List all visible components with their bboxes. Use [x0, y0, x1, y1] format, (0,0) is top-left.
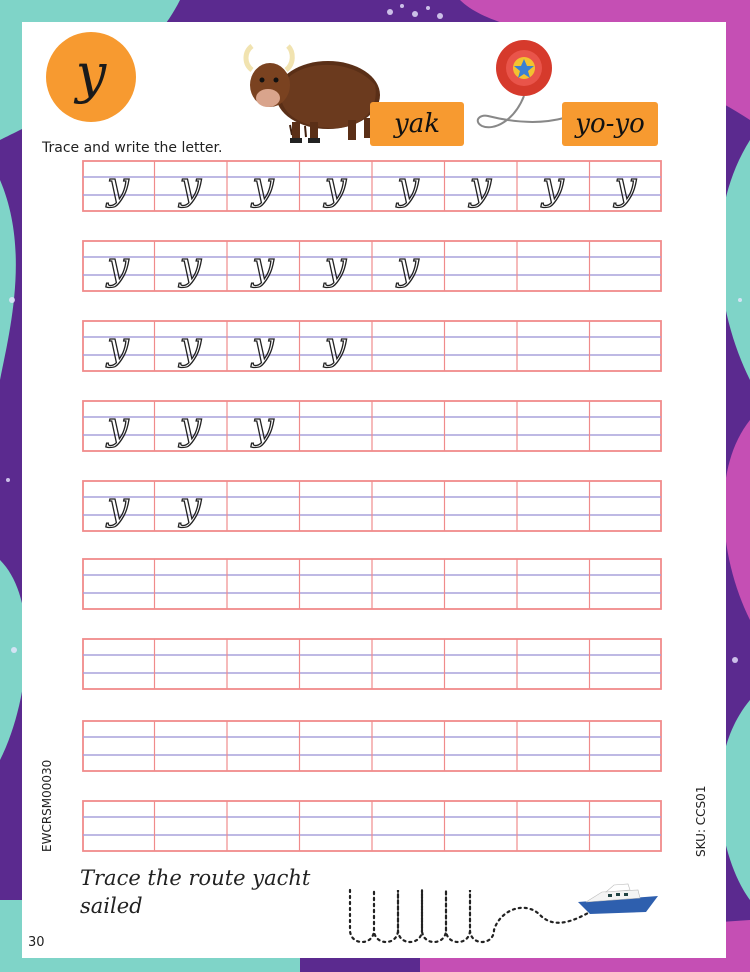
traced-letter: y [252, 164, 274, 208]
traced-letter: y [107, 324, 129, 368]
dotted-route-path[interactable] [350, 890, 590, 942]
letter-badge [46, 32, 136, 122]
word-yo-yo-text: yo-yo [575, 109, 645, 139]
writing-row[interactable] [82, 320, 662, 372]
writing-row-lines [82, 800, 662, 852]
writing-row[interactable] [82, 638, 662, 690]
traced-letter: y [107, 484, 129, 528]
traced-letter: y [107, 244, 129, 288]
traced-letter: y [324, 244, 347, 288]
writing-row[interactable] [82, 480, 662, 532]
product-code-left: EWCRSM00030 [40, 759, 54, 852]
traced-letter: y [179, 404, 202, 448]
writing-row-lines [82, 638, 662, 690]
traced-letter: y [179, 244, 202, 288]
instruction-text: Trace and write the letter. [42, 140, 223, 156]
traced-letter: y [252, 404, 274, 448]
traced-letter: y [179, 484, 202, 528]
route-instruction-line2: sailed [80, 894, 143, 918]
route-instruction [80, 864, 350, 920]
writing-row[interactable] [82, 720, 662, 772]
word-label-yo-yo [562, 102, 658, 146]
traced-letter: y [397, 244, 419, 288]
word-label-yak [370, 102, 464, 146]
traced-letter: y [252, 244, 274, 288]
writing-row[interactable] [82, 400, 662, 452]
route-instruction-line1: Trace the route yacht [80, 866, 311, 890]
traced-letter: y [324, 324, 347, 368]
yak-illustration-icon [240, 40, 385, 145]
writing-row[interactable] [82, 558, 662, 610]
yacht-route-tracing[interactable] [340, 860, 660, 950]
writing-row-lines [82, 720, 662, 772]
traced-letter: y [107, 404, 129, 448]
yacht-icon [578, 884, 658, 914]
worksheet-page [22, 22, 726, 958]
traced-letter: y [397, 164, 419, 208]
letter-badge-text: y [75, 42, 107, 105]
traced-letter: y [469, 164, 492, 208]
page-number: 30 [28, 935, 45, 950]
writing-row[interactable] [82, 800, 662, 852]
traced-letter: y [179, 164, 202, 208]
writing-row-lines [82, 558, 662, 610]
traced-letter: y [542, 164, 564, 208]
traced-letter: y [107, 164, 129, 208]
traced-letter: y [614, 164, 637, 208]
traced-letter: y [179, 324, 202, 368]
product-code-right: SKU: CCS01 [694, 785, 708, 857]
traced-letter: y [324, 164, 347, 208]
word-yak-text: yak [394, 109, 440, 139]
traced-letter: y [252, 324, 274, 368]
writing-row[interactable] [82, 240, 662, 292]
writing-row[interactable] [82, 160, 662, 212]
